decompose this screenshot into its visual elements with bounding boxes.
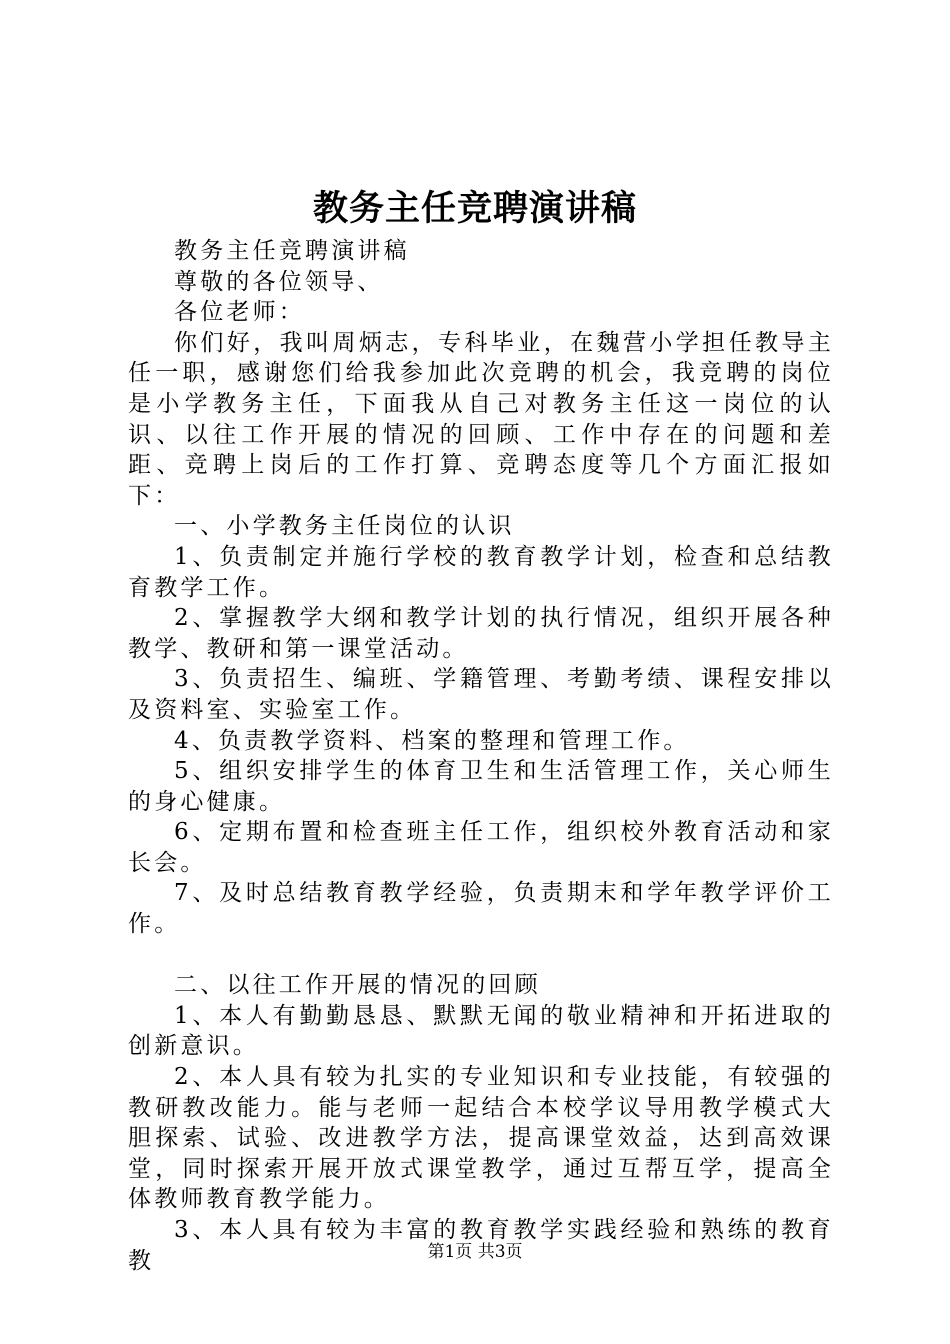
paragraph: 尊敬的各位领导、 [174, 268, 384, 295]
section-heading: 一、小学教务主任岗位的认识 [174, 513, 515, 540]
section-heading: 二、以往工作开展的情况的回顾 [174, 972, 541, 999]
paragraph: 2、掌握教学大纲和教学计划的执行情况，组织开展各种教学、教研和第一课堂活动。 [128, 605, 834, 662]
paragraph: 6、定期布置和检查班主任工作，组织校外教育活动和家长会。 [128, 819, 834, 876]
paragraph: 1、本人有勤勤恳恳、默默无闻的敬业精神和开拓进取的创新意识。 [128, 1002, 834, 1060]
paragraph: 3、负责招生、编班、学籍管理、考勤考绩、课程安排以及资料室、实验室工作。 [128, 666, 834, 723]
paragraph: 教务主任竞聘演讲稿 [174, 238, 410, 264]
paragraph: 7、及时总结教育教学经验，负责期末和学年教学评价工作。 [128, 880, 834, 938]
paragraph: 各位老师： [174, 299, 305, 326]
paragraph: 3、本人具有较为丰富的教育教学实践经验和熟练的教育教 [128, 1217, 834, 1274]
page-footer: 第1页 共3页 [427, 1242, 523, 1262]
document-body [128, 236, 834, 1276]
document-title: 教务主任竞聘演讲稿 [312, 188, 637, 229]
paragraph: 2、本人具有较为扎实的专业知识和专业技能，有较强的教研教改能力。能与老师一起结合本校学议导用教学模式大胆探索、试验、改进教学方法，提高课堂效益，达到高效课堂，同时探索开展开放式课堂教学，通过互帮互学，提高全体教师教育教学能力。 [128, 1064, 834, 1213]
paragraph: 5、组织安排学生的体育卫生和生活管理工作，关心师生的身心健康。 [128, 758, 834, 815]
paragraph: 1、负责制定并施行学校的教育教学计划，检查和总结教育教学工作。 [128, 543, 834, 601]
paragraph: 4、负责教学资料、档案的整理和管理工作。 [174, 727, 690, 754]
paragraph: 你们好，我叫周炳志，专科毕业，在魏营小学担任教导主任一职，感谢您们给我参加此次竞聘的机会，我竞聘的岗位是小学教务主任，下面我从自己对教务主任这一岗位的认识、以往工作开展的情况的回顾、工作中存在的问题和差距、竞聘上岗后的工作打算、竞聘态度等几个方面汇报如下： [128, 329, 834, 509]
